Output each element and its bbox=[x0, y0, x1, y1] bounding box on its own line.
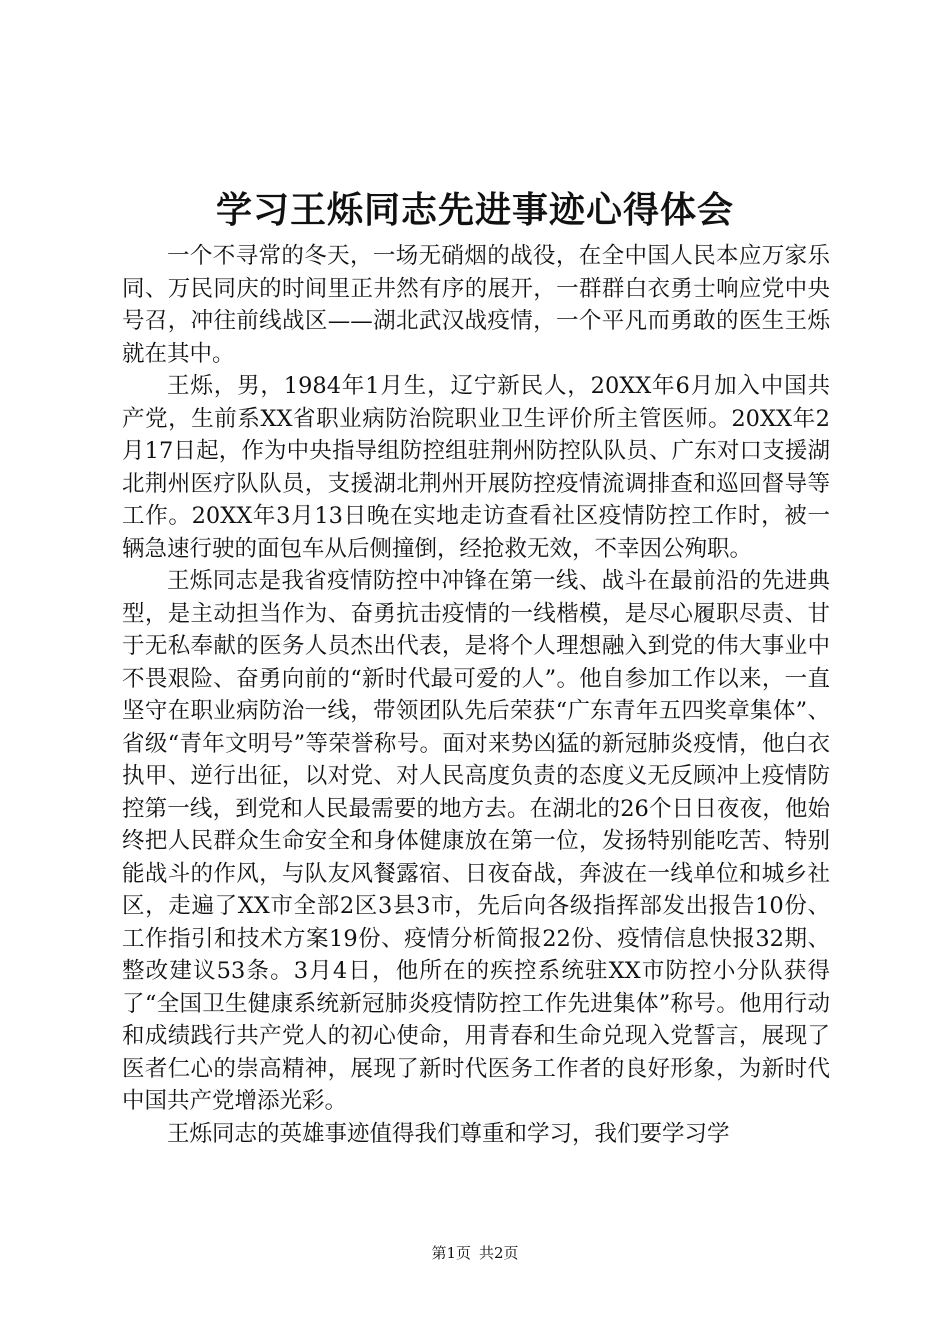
page-number-total: 共2页 bbox=[479, 1244, 519, 1262]
paragraph: 王烁同志的英雄事迹值得我们尊重和学习，我们要学习学 bbox=[167, 1120, 730, 1147]
paragraph: 王烁同志是我省疫情防控中冲锋在第一线、战斗在最前沿的先进典型，是主动担当作为、奋勇抗击疫情的一线楷模，是尽心履职尽责、甘于无私奉献的医务人员杰出代表，是将个人理想融入到党的伟大事业中不畏艰险、奋勇向前的“新时代最可爱的人”。他自参加工作以来，一直坚守在职业病防治一线，带领团队先后荣获“广东青年五四奖章集体”、省级“青年文明号”等荣誉称号。面对来势凶猛的新冠肺炎疫情，他白衣执甲、逆行出征，以对党、对人民高度负责的态度义无反顾冲上疫情防控第一线，到党和人民最需要的地方去。在湖北的26个日日夜夜，他始终把人民群众生命安全和身体健康放在第一位，发扬特别能吃苦、特别能战斗的作风，与队友风餐露宿、日夜奋战，奔波在一线单位和城乡社区，走遍了XX市全部2区3县3市，先后向各级指挥部发出报告10份、工作指引和技术方案19份、疫情分析简报22份、疫情信息快报32期、整改建议53条。3月4日，他所在的疾控系统驻XX市防控小分队获得了“全国卫生健康系统新冠肺炎疫情防控工作先进集体”称号。他用行动和成绩践行共产党人的初心使命，用青春和生命兑现入党誓言，展现了医者仁心的崇高精神，展现了新时代医务工作者的良好形象，为新时代中国共产党增添光彩。 bbox=[122, 568, 830, 1114]
page-footer bbox=[0, 1242, 950, 1264]
page-number-current: 第1页 bbox=[431, 1244, 471, 1262]
document-body bbox=[122, 240, 830, 1150]
paragraph: 王烁，男，1984年1月生，辽宁新民人，20XX年6月加入中国共产党，生前系XX省职业病防治院职业卫生评价所主管医师。20XX年2月17日起，作为中央指导组防控组驻荆州防控队队员、广东对口支援湖北荆州医疗队队员，支援湖北荆州开展防控疫情流调排查和巡回督导等工作。20XX年3月13日晚在实地走访查看社区疫情防控工作时，被一辆急速行驶的面包车从后侧撞倒，经抢救无效，不幸因公殉职。 bbox=[122, 373, 830, 562]
document-title: 学习王烁同志先进事迹心得体会 bbox=[215, 189, 734, 231]
paragraph: 一个不寻常的冬天，一场无硝烟的战役，在全中国人民本应万家乐同、万民同庆的时间里正井然有序的展开，一群群白衣勇士响应党中央号召，冲往前线战区——湖北武汉战疫情，一个平凡而勇敢的医生王烁就在其中。 bbox=[122, 243, 830, 367]
